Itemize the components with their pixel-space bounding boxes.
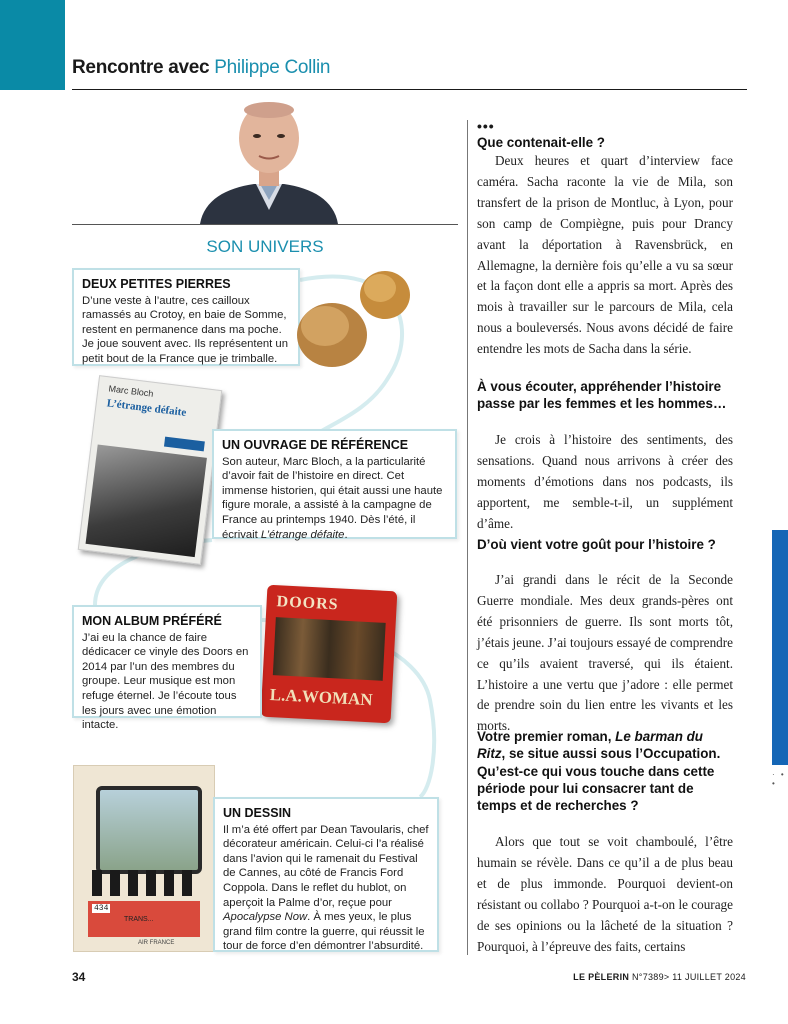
drawing-caption-num: 434	[94, 904, 109, 913]
item-title: UN DESSIN	[223, 806, 292, 820]
edge-dots: · • •	[772, 770, 786, 788]
book-title: L’étrange défaite	[106, 397, 187, 419]
page-number: 34	[72, 970, 86, 984]
album-photo	[273, 617, 386, 681]
drawing-caption-bottom: AIR FRANCE	[138, 940, 175, 946]
item-title: DEUX PETITES PIERRES	[82, 277, 231, 291]
album-cover	[261, 585, 398, 724]
question-4: Votre premier roman, Le barman du Ritz, se situe aussi sous l’Occupation. Qu’est-ce qui vous touche dans cette période pour lui consacrer tant de temps et de recherches ?	[477, 729, 721, 814]
drawing-window	[96, 786, 202, 874]
answer-1: Deux heures et quart d’interview face caméra. Sacha raconte la vie de Mila, son transfert de la prison de Montluc, à Lyon, pour son camp de Compiègne, puis pour Drancy avant la déportation à Ravensbrück, en Allemagne, la dernière fois qu’elle a vu sa sœur et la façon dont elle a appris sa mort. Après des mois à travailler sur le parcours de Mila, cela nous a bouleversés. Nous avons décidé de faire entendre les mots de Sacha dans la série.	[477, 153, 733, 357]
question-2: À vous écouter, appréhender l’histoire passe par les femmes et les hommes…	[477, 379, 727, 412]
drawing-picture	[73, 765, 215, 952]
item-title: MON ALBUM PRÉFÉRÉ	[82, 614, 222, 628]
answer-4: Alors que tout se voit chamboulé, l’être humain se révèle. Dans ce qu’il a de plus beau et de plus immonde. Pourquoi devient-on résistant ou collabo ? Pourquoi a-t-on le courage de ses opinions ou la lâcheté de la situation ? Pourquoi, à l’épreuve des faits, certains	[477, 834, 733, 954]
item-text: D’une veste à l’autre, ces cailloux ramassés au Crotoy, en baie de Somme, restent en permanence dans ma poche. Je joue souvent avec. Ils représentent un petit bout de la France que je trimballe.	[82, 294, 288, 365]
footer-magazine: LE PÈLERIN N°7389> 11 JUILLET 2024	[573, 972, 746, 982]
answer-3: J’ai grandi dans le récit de la Seconde Guerre mondiale. Mes deux grands-pères ont été prisonniers de guerre. Ils sont morts tôt, j’étais jeune. J’ai toujours essayé de comprendre ce qu’ils avaient traversé, qui ils étaient. L’histoire a une vertu que j’adore : elle permet de prendre soin du lien entre les vivants et les morts.	[477, 572, 733, 734]
book-cover	[78, 375, 223, 565]
header-prefix: Rencontre avec	[72, 57, 210, 78]
portrait-photo	[196, 100, 342, 224]
book-stripe	[164, 437, 205, 452]
header-name: Philippe Collin	[214, 57, 331, 78]
album-title: L.A.WOMAN	[269, 684, 374, 710]
item-text: Son auteur, Marc Bloch, a la particularité d’avoir fait de l’histoire en direct. Cet immense historien, qui était aussi une haute figure morale, a assisté à la campagne de France au printemps 1940. Dès l’été, il écrivait L’étrange défaite.	[222, 455, 443, 541]
section-title: SON UNIVERS	[206, 237, 324, 256]
item-text: Il m’a été offert par Dean Tavoularis, chef décorateur américain. Celui-ci l’a réalisé dans l’avion qui le ramenait du Festival de Cannes, au côté de Francis Ford Coppola. Dans le reflet du hublot, on aperçoit la Palme d’or, reçue pour Apocalypse Now. À mes yeux, le plus grand film contre la guerre, qui réussit le tour de force d’en démontrer l’absurdité.	[223, 823, 429, 953]
item-album	[72, 605, 262, 732]
drawing-drips	[92, 870, 196, 896]
answer-2: Je crois à l’histoire des sentiments, des sensations. Quand nous arrivons à créer des moments d’émotions dans nos podcasts, ils apportent, me semble-t-il, un supplément d’âme.	[477, 432, 733, 531]
book-author: Marc Bloch	[108, 383, 154, 399]
question-3: D’où vient votre goût pour l’histoire ?	[477, 537, 716, 552]
item-text: J’ai eu la chance de faire dédicacer ce vinyle des Doors en 2014 par l’un des membres du groupe. Leur musique est mon refuge éternel. Je l’écoute tous les jours avec une émotion intacte.	[82, 631, 249, 732]
question-1: Que contenait-elle ?	[477, 135, 605, 150]
item-book	[212, 429, 457, 539]
book-photo	[86, 444, 207, 557]
item-title: UN OUVRAGE DE RÉFÉRENCE	[222, 438, 409, 452]
item-stones	[72, 268, 300, 366]
drawing-caption: TRANS...	[124, 916, 154, 923]
album-band: DOORS	[276, 593, 339, 614]
portrait-rule	[72, 224, 458, 225]
section-dots: •••	[477, 118, 495, 134]
item-drawing	[213, 797, 439, 952]
